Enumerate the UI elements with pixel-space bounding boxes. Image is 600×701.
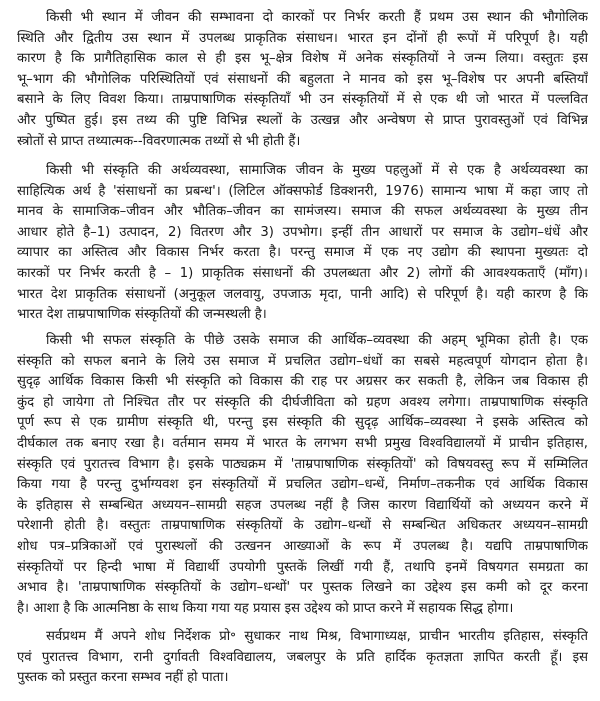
text-line: है। आशा है कि आत्मनिष्ठा के साथ किया गया यह प्रयास इस उद्देश्य को प्राप्त करने में सहायक सिद्ध होगा। xyxy=(17,600,514,616)
text-line: साहित्यिक अर्थ है 'संसाधनों का प्रबन्ध'। (लिटिल ऑक्सफोर्ड डिक्शनरी, 1976) सामान्य भाषा में कहा जाए तो xyxy=(17,183,588,199)
paragraph-4 xyxy=(17,627,588,689)
text-line: भारत देश ताम्रपाषाणिक संस्कृतियों की जन्मस्थली है। xyxy=(17,307,267,323)
paragraph-2 xyxy=(17,161,588,326)
text-line: व्यापार का अस्तित्व और विकास निर्भर करता है। परन्तु समाज में एक नए उद्योग की स्थापना मुख्यतः दो xyxy=(17,245,588,261)
text-line: भू–भाग की भौगोलिक परिस्थितियों एवं संसाधनों की बहुलता ने मानव को इस भू–विशेष पर अपनी बस्तियाँ xyxy=(17,71,588,87)
text-line: पूर्ण रूप से एक ग्रामीण संस्कृति थी, परन्तु इस संस्कृति की सुदृढ़ आर्थिक–व्यवस्था ने इसके अस्तित्व को xyxy=(17,415,588,431)
text-line: आधार होते है–1) उत्पादन, 2) वितरण और 3) उपभोग। इन्हीं तीन आधारों पर समाज के उद्योग–धंधें और xyxy=(17,224,588,240)
text-line: स्त्रोतों से प्राप्त तथ्यात्मक--विवरणात्मक तथ्यों से भी होती हैं। xyxy=(17,133,301,149)
paragraph-3 xyxy=(17,331,588,619)
text-line: और पुष्पित हुई। इस तथ्य की पुष्टि विभिन्न स्थलों के उत्खन्न और अन्वेषण से प्राप्त पुरावस्तुओं एवं विभिन्न xyxy=(17,112,588,128)
text-line: सुदृढ़ आर्थिक विकास किसी भी संस्कृति को विकास की राह पर अग्रसर कर सकती है, लेकिन जब विकास ही xyxy=(17,374,588,390)
text-line: भारत देश प्राकृतिक संसाधनों (अनुकूल जलवायु, उपजाऊ मृदा, पानी आदि) से परिपूर्ण है। यही कारण है कि xyxy=(17,286,588,302)
text-line: एवं पुरातत्त्व विभाग, रानी दुर्गावती विश्वविद्यालय, जबलपुर के प्रति हार्दिक कृतज्ञता ज्ञापित करती हूँ। इस xyxy=(17,649,588,665)
text-line: किसी भी सफल संस्कृति के पीछे उसके समाज की आर्थिक–व्यवस्था की अहम् भूमिका होती है। एक xyxy=(46,333,588,348)
text-line: किया गया है परन्तु दुर्भाग्यवश इन संस्कृतियों में प्रचलित उद्योग–धन्धें, निर्माण–तकनीक एवं आर्थिक विकास xyxy=(17,477,588,493)
text-line: दीर्घकाल तक बनाए रखा है। वर्तमान समय में भारत के लगभग सभी प्रमुख विश्वविद्यालयों में प्राचीन इतिहास, xyxy=(17,435,588,451)
text-line: बसाने के लिए विवश किया। ताम्रपाषाणिक संस्कृतियाँ भी उन संस्कृतियों में से एक थी जो भारत में पल्लवित xyxy=(17,92,588,108)
text-line: कारण है कि प्रागैतिहासिक काल से ही इस भू–क्षेत्र विशेष में अनेक संस्कृतियों ने जन्म लिया। वस्तुतः इस xyxy=(17,51,588,67)
text-line: संस्कृतियों पर हिन्दी भाषा में विद्यार्थी उपयोगी पुस्तकें लिखीं गयी हैं, तथापि इनमें विषयगत समग्रता का xyxy=(17,559,588,575)
text-line: के इतिहास से सम्बन्धित अध्ययन–सामग्री सहज उपलब्ध नहीं है जिस कारण विद्यार्थियों को अध्ययन करने में xyxy=(17,497,588,513)
text-line: संस्कृति एवं पुरातत्त्व विभाग है। इसके पाठ्यक्रम में 'ताम्रपाषाणिक संस्कृतियों' को विषयवस्तु रूप में सम्मिलित xyxy=(17,456,588,472)
text-line: अभाव है। 'ताम्रपाषाणिक संस्कृतियों के उद्योग–धन्धों' पर पुस्तक लिखने का उद्देश्य इस कमी को दूर करना xyxy=(17,580,588,596)
text-line: स्थिति और द्वितीय उस स्थान में उपलब्ध प्राकृतिक संसाधन। भारत इन दोंनों ही रूपों में परिपूर्ण है। यही xyxy=(17,30,588,46)
text-line: कारकों पर निर्भर करती है – 1) प्राकृतिक संसाधनों की उपलब्धता और 2) लोगों की आवश्यकताएँ (माँग)। xyxy=(17,265,588,281)
text-line: मानव के सामाजिक–जीवन और भौतिक–जीवन का सामंजस्य। समाज की सफल अर्थव्यवस्था के मुख्य तीन xyxy=(17,204,588,220)
text-line: किसी भी संस्कृति की अर्थव्यवस्था, सामाजिक जीवन के मुख्य पहलुओं में से एक है अर्थव्यवस्था का xyxy=(46,163,588,178)
text-line: शोध पत्र–प्रत्रिकाओं एवं पुरास्थलों की उत्खनन आख्याओं के रूप में उपलब्ध है। यद्यपि ताम्रपाषाणिक xyxy=(17,538,588,554)
text-line: संस्कृति को सफल बनाने के लिये उस समाज में प्रचलित उद्योग–धंधों का सबसे महत्वपूर्ण योगदान होता है। xyxy=(17,353,588,369)
text-line: परेशानी होती है। वस्तुतः ताम्रपाषाणिक संस्कृतियों के उद्योग–धन्धों से सम्बन्धित अधिकतर अध्ययन–सामग्री xyxy=(17,518,588,534)
text-line: सर्वप्रथम मैं अपने शोध निर्देशक प्रो॰ सुधाकर नाथ मिश्र, विभागाध्यक्ष, प्राचीन भारतीय इतिहास, संस्कृति xyxy=(46,629,588,644)
text-line: कुंद हो जायेगा तो निश्चित तौर पर संस्कृति की दीर्घजीविता को ग्रहण अवश्य लगेगा। ताम्रपाषाणिक संस्कृति xyxy=(17,394,588,410)
text-line: किसी भी स्थान में जीवन की सम्भावना दो कारकों पर निर्भर करती हैं प्रथम उस स्थान की भौगोलिक xyxy=(46,10,588,25)
paragraph-1 xyxy=(17,8,588,152)
text-line: पुस्तक को प्रस्तुत करना सम्भव नहीं हो पाता। xyxy=(17,670,229,686)
